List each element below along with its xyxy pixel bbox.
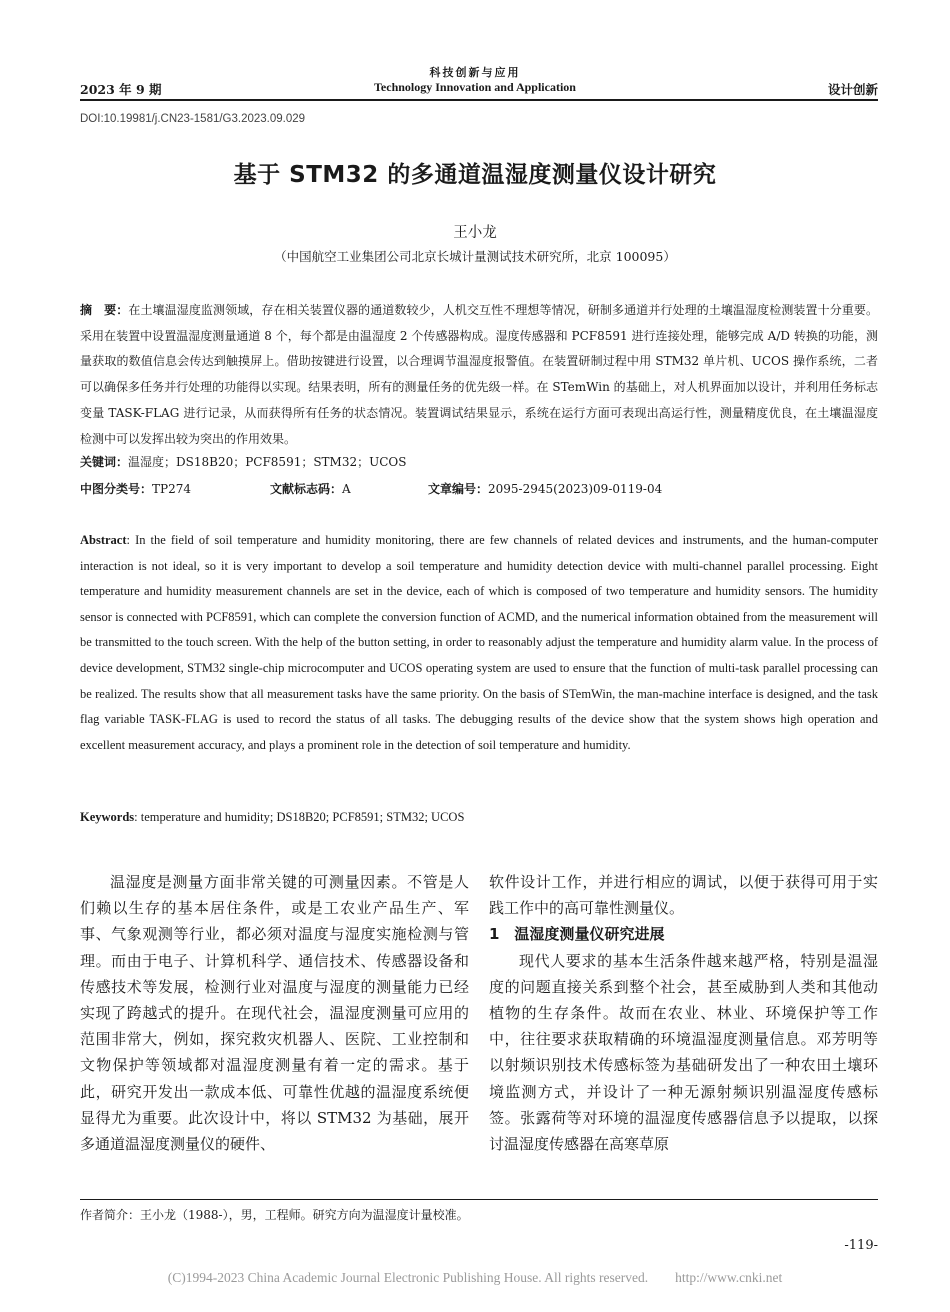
author-name: 王小龙 — [453, 225, 497, 241]
header-rule — [80, 99, 878, 101]
body-column-left — [80, 869, 469, 1157]
article-number — [428, 480, 662, 497]
doc-value: A — [342, 482, 351, 496]
intro-continued: 软件设计工作，并进行相应的调试，以便于获得可用于实践工作中的高可靠性测量仪。 — [489, 873, 878, 918]
author-note-text: 作者简介：王小龙（1988-），男，工程师。研究方向为温湿度计量校准。 — [80, 1208, 469, 1222]
clc-value: TP274 — [152, 482, 191, 496]
author-affiliation: （中国航空工业集团公司北京长城计量测试技术研究所，北京 100095） — [274, 249, 676, 264]
keywords-en — [80, 810, 878, 825]
page-number: -119- — [844, 1238, 878, 1253]
clc-number — [80, 480, 191, 497]
section-paragraph: 现代人要求的基本生活条件越来越严格，特别是温湿度的问题直接关系到整个社会，甚至威胁到人类和其他动植物的生存条件。故而在农业、林业、环境保护等工作中，往往要求获取精确的环境温湿度测量信息。邓芳明等以射频识别技术传感标签为基础研发出了一种农田土壤环境监测方式，并设计了一种无源射频识别温湿度传感标签。张露荷等对环境的温湿度传感器信息予以提取，以探讨温湿度传感器在高寒草原 — [489, 951, 878, 1154]
author-note — [80, 1206, 469, 1223]
abstract-cn — [80, 298, 878, 452]
section-heading: 1 温湿度测量仪研究进展 — [489, 925, 665, 944]
abstract-cn-label: 摘 要： — [80, 303, 129, 317]
journal-name-cn: 科技创新与应用 — [429, 66, 521, 79]
clc-label: 中图分类号： — [80, 482, 153, 496]
keywords-cn — [80, 453, 878, 470]
journal-name-en: Technology Innovation and Application — [374, 80, 576, 94]
issue-label: 2023 年 9 期 — [80, 82, 162, 97]
paper-title: 基于 STM32 的多通道温湿度测量仪设计研究 — [233, 162, 717, 188]
keywords-en-label: Keywords — [80, 810, 135, 824]
keywords-cn-text: 温湿度；DS18B20；PCF8591；STM32；UCOS — [128, 455, 407, 469]
intro-paragraph: 温湿度是测量方面非常关键的可测量因素。不管是人们赖以生存的基本居住条件，或是工农业产品生产、军事、气象观测等行业，都必须对温度与湿度实施检测与管理。而由于电子、计算机科学、通信技术、传感器设备和传感技术等发展，检测行业对温度与湿度的测量能力已经实现了跨越式的提升。在现代社会，温湿度测量可应用的范围非常大，例如，探究救灾机器人、医院、工业控制和文物保护等领域都对温湿度测量有着一定的需求。基于此，研究开发出一款成本低、可靠性优越的温湿度系统便显得尤为重要。此次设计中，将以 STM32 为基础，展开多通道温湿度测量仪的硬件、 — [80, 873, 469, 1154]
body-column-right — [489, 869, 878, 1157]
abstract-en — [80, 528, 878, 758]
article-label: 文章编号： — [428, 482, 489, 496]
footnote-rule — [80, 1199, 878, 1200]
abstract-cn-text: 在土壤温湿度监测领域，存在相关装置仪器的通道数较少，人机交互性不理想等情况，研制多通道并行处理的土壤温湿度检测装置十分重要。采用在装置中设置温湿度测量通道 8 个，每个都是由温湿度 2 个传感器构成。湿度传感器和 PCF8591 进行连接处理，能够完成 A/D 转换的功能，测量获取的数值信息会传达到触摸屏上。借助按键进行设置，以合理调节温湿度报警值。在装置研制过程中用 STM32 单片机、UCOS 操作系统，二者可以确保多任务并行处理的功能得以实现。结果表明，所有的测量任务的优先级一样。在 STemWin 的基础上，对人机界面加以设计，并利用任务标志变量 TASK-FLAG 进行记录，从而获得所有任务的状态情况。装置调试结果显示，系统在运行方面可表现出高运行性，测量精度优良，在土壤温湿度检测中可以发挥出较为突出的作用效果。 — [80, 303, 878, 446]
document-code — [270, 480, 351, 497]
article-value: 2095-2945(2023)09-0119-04 — [488, 482, 663, 496]
doc-label: 文献标志码： — [270, 482, 343, 496]
abstract-en-label: Abstract — [80, 533, 127, 547]
copyright-notice: (C)1994-2023 China Academic Journal Electronic Publishing House. All rights reserved. http://www.cnki.net — [167, 1270, 783, 1285]
abstract-en-text: : In the field of soil temperature and humidity monitoring, there are few channels of related devices and instruments, and the human-computer interaction is not ideal, so it is very important to develop a soil temperature and humidity detection device with multi-channel parallel processing. Eight temperature and humidity measurement channels are set in the device, each of which is composed of two temperature and humidity sensors. The humidity sensor is connected with PCF8591, which can complete the conversion function of ACMD, and the numerical information obtained from the measurement will be transmitted to the touch screen. With the help of the button setting, in order to reasonably adjust the temperature and humidity alarm value. In the process of device development, STM32 single-chip microcomputer and UCOS operating system are used to ensure that the function of multi-task parallel processing can be realized. The results show that all measurement tasks have the same priority. On the basis of STemWin, the man-machine interface is designed, and the task flag variable TASK-FLAG is used to record the status of all tasks. The debugging results of the device show that the system shows high operation and excellent measurement accuracy, and plays a prominent role in the detection of soil temperature and humidity. — [80, 533, 878, 752]
keywords-cn-label: 关键词： — [80, 455, 129, 469]
keywords-en-text: : temperature and humidity; DS18B20; PCF8591; STM32; UCOS — [134, 810, 465, 824]
doi[interactable]: DOI:10.19981/j.CN23-1581/G3.2023.09.029 — [80, 113, 306, 125]
section-label: 设计创新 — [827, 82, 878, 97]
